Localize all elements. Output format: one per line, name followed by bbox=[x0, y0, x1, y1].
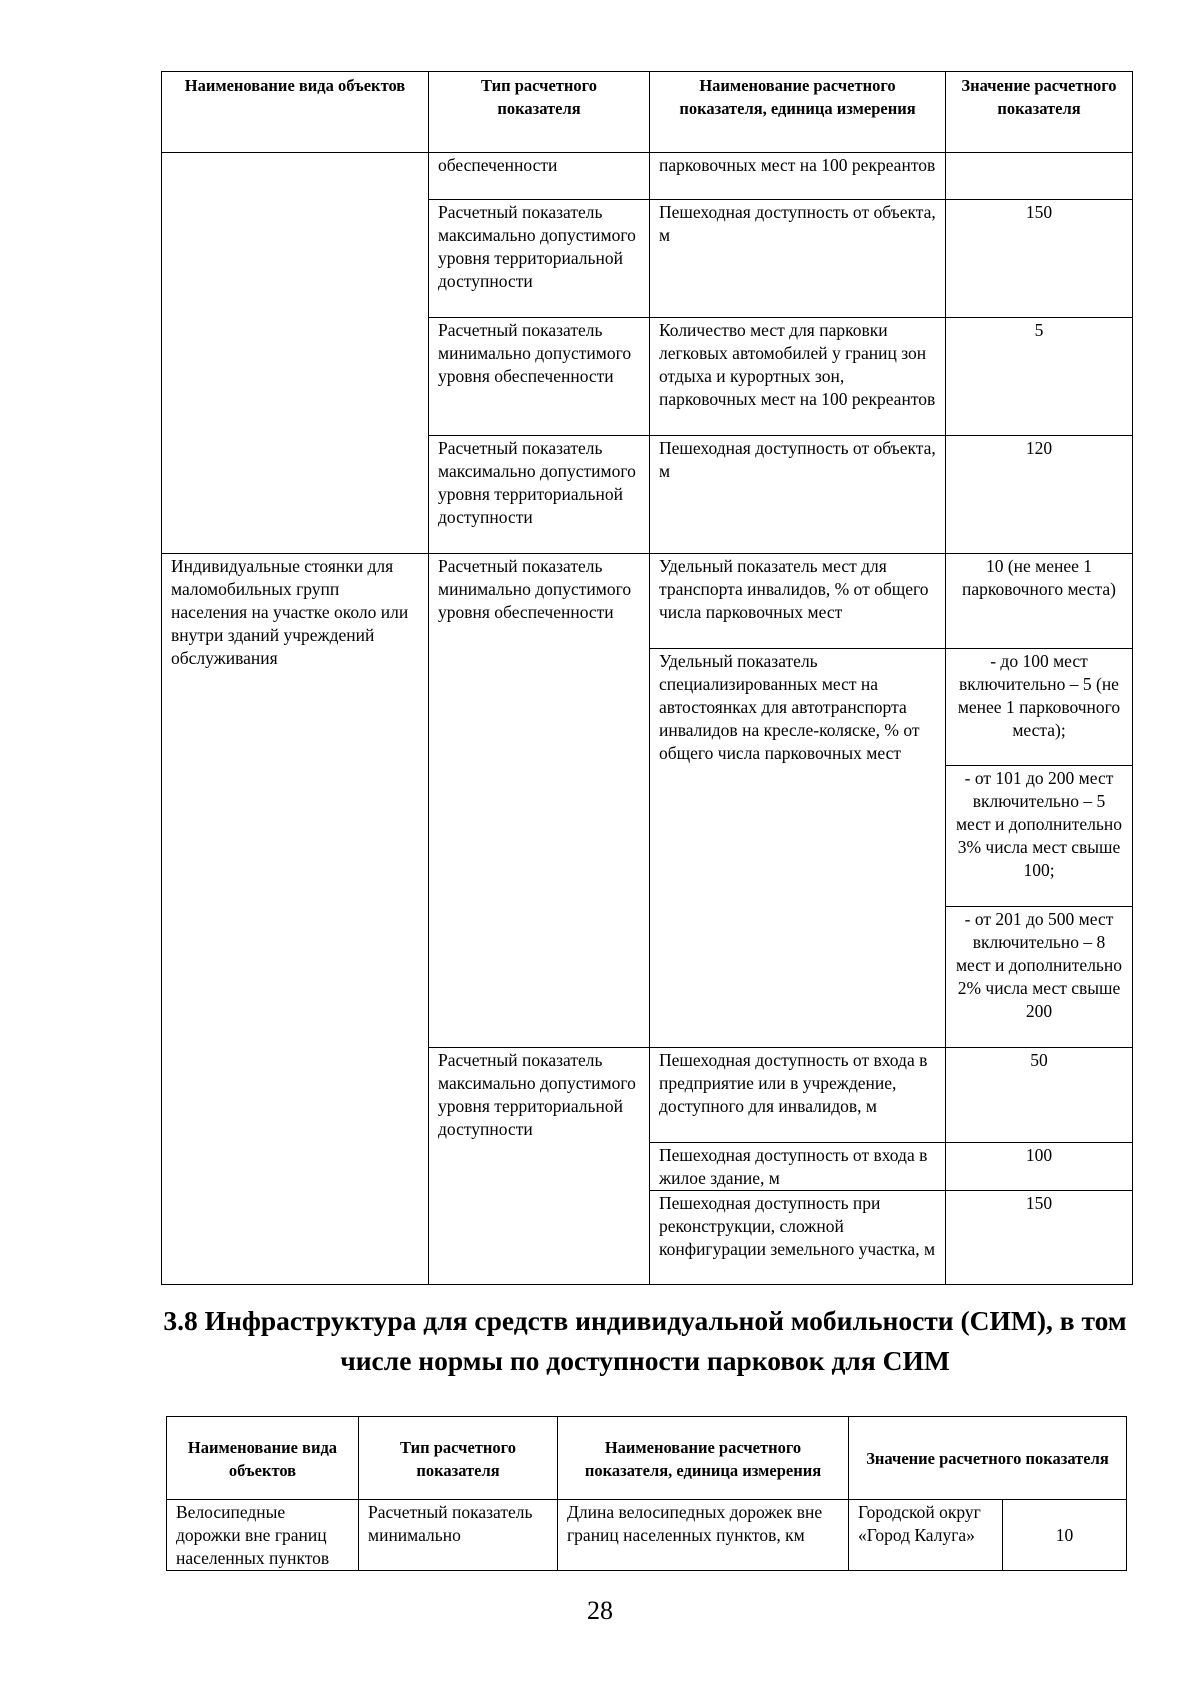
indicator-value-cell: - от 201 до 500 мест включительно – 8 мест и дополнительно 2% числа мест свыше 200 bbox=[946, 907, 1133, 1048]
indicator-type-cell: Расчетный показатель максимально допустимого уровня территориальной доступности bbox=[429, 200, 650, 318]
sim-infrastructure-table bbox=[166, 1416, 1127, 1571]
indicator-name-cell: Пешеходная доступность от входа в жилое здание, м bbox=[650, 1143, 946, 1191]
indicator-name-cell: Длина велосипедных дорожек вне границ населенных пунктов, км bbox=[558, 1500, 849, 1571]
indicator-value-cell bbox=[946, 153, 1133, 200]
indicator-name-cell: Количество мест для парковки легковых автомобилей у границ зон отдыха и курортных зон, парковочных мест на 100 рекреантов bbox=[650, 318, 946, 436]
header-object-type: Наименование вида объектов bbox=[162, 72, 429, 153]
indicator-value-cell: 10 bbox=[1003, 1500, 1127, 1571]
header-indicator-value: Значение расчетного показателя bbox=[849, 1417, 1127, 1500]
indicator-type-cell: Расчетный показатель минимально bbox=[359, 1500, 558, 1571]
object-cell-empty bbox=[162, 153, 429, 554]
indicator-value-cell: 150 bbox=[946, 200, 1133, 318]
indicator-value-cell: 50 bbox=[946, 1048, 1133, 1143]
territory-cell: Городской округ «Город Калуга» bbox=[849, 1500, 1003, 1571]
indicator-value-cell: 150 bbox=[946, 1191, 1133, 1285]
indicator-name-cell: Пешеходная доступность при реконструкции, сложной конфигурации земельного участка, м bbox=[650, 1191, 946, 1285]
object-cell: Велосипедные дорожки вне границ населенных пунктов bbox=[167, 1500, 359, 1571]
indicator-type-cell: обеспеченности bbox=[429, 153, 650, 200]
indicator-name-cell: Удельный показатель специализированных мест на автостоянках для автотранспорта инвалидов на кресле-коляске, % от общего числа парковочных мест bbox=[650, 649, 946, 1048]
indicator-value-cell: 10 (не менее 1 парковочного места) bbox=[946, 554, 1133, 649]
object-cell-individual-parking: Индивидуальные стоянки для маломобильных групп населения на участке около или внутри зданий учреждений обслуживания bbox=[162, 554, 429, 1285]
indicator-name-cell: Удельный показатель мест для транспорта инвалидов, % от общего числа парковочных мест bbox=[650, 554, 946, 649]
page-number: 28 bbox=[587, 1596, 613, 1625]
table-header-row bbox=[162, 72, 1133, 153]
indicator-name-cell: Пешеходная доступность от объекта, м bbox=[650, 436, 946, 554]
indicator-value-cell: - от 101 до 200 мест включительно – 5 мест и дополнительно 3% числа мест свыше 100; bbox=[946, 766, 1133, 907]
table-row bbox=[162, 554, 1133, 649]
header-indicator-name: Наименование расчетного показателя, единица измерения bbox=[558, 1417, 849, 1500]
indicators-table-continued bbox=[161, 71, 1133, 1285]
indicator-name-cell: Пешеходная доступность от входа в предприятие или в учреждение, доступного для инвалидов, м bbox=[650, 1048, 946, 1143]
table-row bbox=[167, 1500, 1127, 1571]
indicator-value-cell: 5 bbox=[946, 318, 1133, 436]
indicator-type-cell: Расчетный показатель минимально допустимого уровня обеспеченности bbox=[429, 554, 650, 1048]
table-header-row bbox=[167, 1417, 1127, 1500]
indicator-name-cell: парковочных мест на 100 рекреантов bbox=[650, 153, 946, 200]
header-indicator-type: Тип расчетного показателя bbox=[359, 1417, 558, 1500]
indicator-type-cell: Расчетный показатель максимально допустимого уровня территориальной доступности bbox=[429, 436, 650, 554]
section-title: 3.8 Инфраструктура для средств индивидуальной мобильности (СИМ), в том числе нормы по доступности парковок для СИМ bbox=[163, 1305, 1127, 1376]
indicator-value-cell: - до 100 мест включительно – 5 (не менее 1 парковочного места); bbox=[946, 649, 1133, 766]
indicator-type-cell: Расчетный показатель минимально допустимого уровня обеспеченности bbox=[429, 318, 650, 436]
indicator-value-cell: 100 bbox=[946, 1143, 1133, 1191]
header-indicator-type: Тип расчетного показателя bbox=[429, 72, 650, 153]
indicator-type-cell: Расчетный показатель максимально допустимого уровня территориальной доступности bbox=[429, 1048, 650, 1285]
indicator-name-cell: Пешеходная доступность от объекта, м bbox=[650, 200, 946, 318]
header-object-type: Наименование вида объектов bbox=[167, 1417, 359, 1500]
header-indicator-value: Значение расчетного показателя bbox=[946, 72, 1133, 153]
table-row bbox=[162, 153, 1133, 200]
indicator-value-cell: 120 bbox=[946, 436, 1133, 554]
header-indicator-name: Наименование расчетного показателя, единица измерения bbox=[650, 72, 946, 153]
